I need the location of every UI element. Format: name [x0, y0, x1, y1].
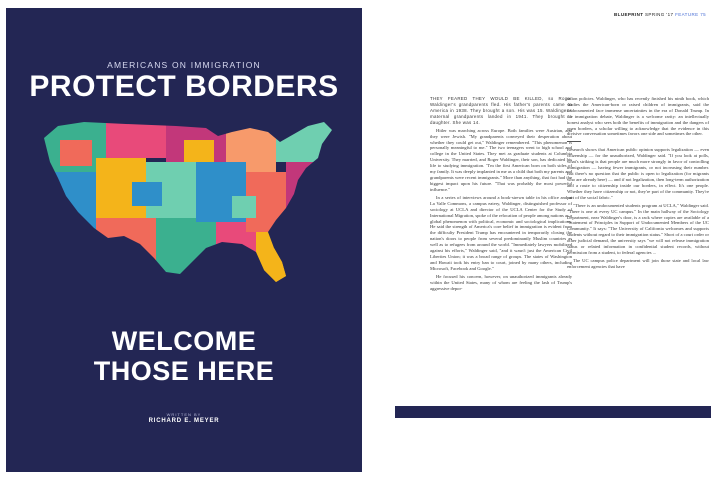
article-paragraph: The UC campus police department will join those state and local law enforcement agencies that have [567, 258, 709, 269]
article-paragraph: "There is an undocumented students program at UCLA," Waldinger said. "There is one at every UC campus." In the main hallway of the Sociology Department, near Waldinger's door, is a rack where copies are available of a "Statement of Principles in Support of Undocumented Members of the UC Community." It says: "The University of California welcomes and supports students without regard to their immigration status." Short of a court order or other judicial demand, the university says "we will not release immigration status or related information in confidential student records, without permission from a student, to federal agencies ... [567, 202, 709, 255]
byline-prefix: WRITTEN BY [166, 412, 202, 417]
cover-page [6, 8, 362, 472]
headline-protect-borders: PROTECT BORDERS [29, 70, 339, 103]
us-map-illustration [36, 112, 336, 288]
article-column-2 [567, 96, 709, 272]
edition: SPRING '17 [645, 12, 674, 17]
kicker: AMERICANS ON IMMIGRATION [107, 60, 261, 70]
article-column-1 [430, 96, 572, 294]
headline-line-2: THOSE HERE [93, 356, 275, 386]
author-name: RICHARD E. MEYER [148, 418, 220, 424]
article-paragraph: In a series of interviews around a book-strewn table in his office and at La Valle Commons, a campus eatery, Waldinger, distinguished professor of sociology at UCLA and director of the UCLA Center for the Study of International Migration, spoke of the relocation of people among nations as a global phenomenon with political, economic and sociological implications. He said the strength of America's core belief in immigration is evident from the difficulty President Trump has encountered in temporarily closing the nation's doors to people from several predominantly Muslim countries as well as to refugees from around the world. "Immediately lawyers mobilized against his efforts," Waldinger said, "and it wasn't just the American Civil Liberties Union; it was a broad range of groups. The states of Washington and Hawaii took his entry ban to court, joined by many others, including Microsoft, Facebook and Google." [430, 194, 572, 271]
headline-welcome-those-here [6, 326, 362, 386]
article-paragraph: Research shows that American public opinion supports legalization — even citizenship — for the unauthorized, Waldinger said. "If you look at polls, what's striking is that people are much more strongly in favor of controlling immigration — having fewer immigrants, or not increasing their number. But there's no question that the public is open to legalization (for migrants who are already here) — and if not legalization, then long-term authorization and a route to citizenship inside our borders, in effect. It's one people. Whether they have citizenship or not, they're part of the community. They're part of the social fabric." [567, 147, 709, 200]
article-paragraph: Hitler was marching across Europe. Both families were Austrian, and they were Jewish. "My grandparents conveyed their desperation about whether they could get out," Waldinger remembered. "This phenomenon is personally meaningful to me." The two teenagers went to high school and college in the United States. They met as graduate students at Columbia University. They married, and Roger Waldinger, their son, has dedicated his life to studying immigration. "I'm the first American born on both sides of my family. It was deeply implanted in me as a child that both my parents and grandparents were recent immigrants." More than anything, that fact had the biggest impact upon his future. "That was probably the most powerful influence." [430, 127, 572, 192]
footer-color-bar [395, 406, 711, 418]
page-number: 75 [700, 12, 706, 17]
section-divider [567, 141, 581, 142]
section-name: FEATURE [675, 12, 699, 17]
article-paragraph: THEY FEARED THEY WOULD BE KILLED, so Roger Waldinger's grandparents fled. His father's parents came to America in 1938. They brought a son. His was 15. Waldinger's maternal grandparents landed in 1941. They brought a daughter. She was 14. [430, 96, 572, 125]
headline-line-1: WELCOME [111, 326, 257, 356]
article-paragraph: tation policies. Waldinger, who has recently finished his ninth book, which studies the American-born or raised children of immigrants, said the undocumented face immense uncertainties in the era of Donald Trump. In the immigration debate, Waldinger is a welcome rarity: an intellectually honest analyst who sees both the benefits of immigration and the dangers of open borders, a scholar willing to acknowledge that the evidence in this divisive conversation sometimes favors one side and sometimes the other. [567, 96, 709, 137]
magazine-name: BLUEPRINT [614, 12, 644, 17]
byline [6, 412, 362, 424]
running-head [614, 12, 706, 17]
article-paragraph: He focused his concern, however, on unauthorized immigrants already within the United States, many of whom are feeling the lash of Trump's aggressive depor- [430, 273, 572, 291]
